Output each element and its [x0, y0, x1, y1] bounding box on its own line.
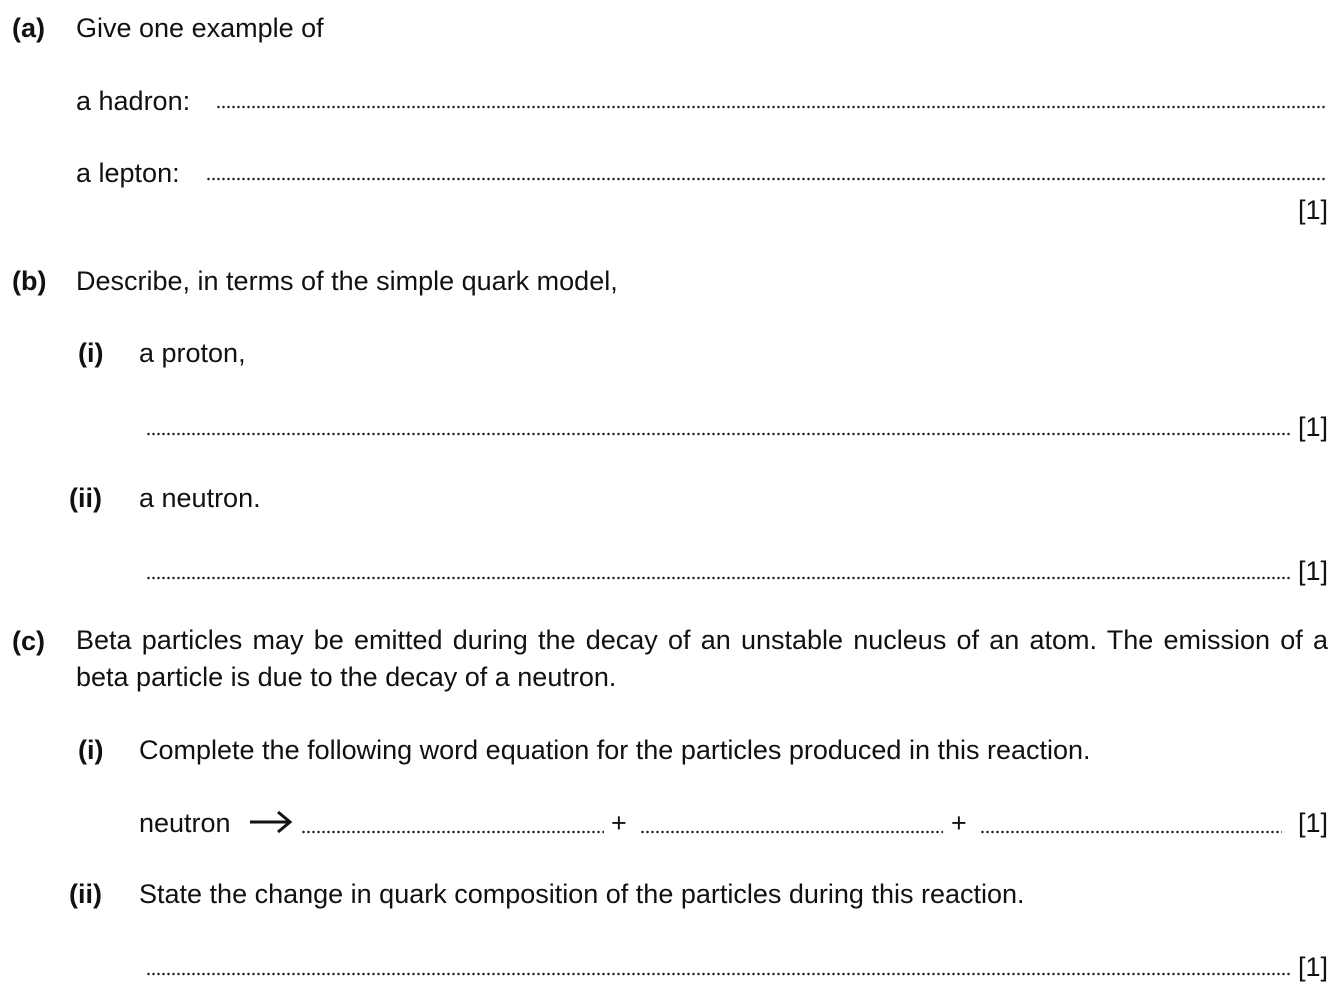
quark-change-answer-line[interactable] [146, 971, 1290, 977]
part-b-ii-marks: [1] [1297, 556, 1328, 586]
part-c-ii-marks: [1] [1297, 952, 1328, 982]
part-a-prompt: Give one example of [76, 13, 324, 43]
part-c-label: (c) [12, 626, 45, 656]
part-b-i-marks: [1] [1297, 412, 1328, 442]
equation-blank-1[interactable] [301, 829, 604, 835]
part-b-ii-text: a neutron. [139, 483, 261, 513]
lepton-answer-line[interactable] [206, 176, 1326, 182]
equation-plus-1: + [611, 808, 627, 838]
part-b-label: (b) [12, 266, 47, 296]
part-c-prompt: Beta particles may be emitted during the decay of an unstable nucleus of an atom. The emission of a beta particle is due to the decay of a neutron. [76, 625, 1328, 692]
part-a-marks: [1] [1297, 195, 1328, 225]
equation-blank-3[interactable] [980, 829, 1282, 835]
part-c-ii-label: (ii) [69, 879, 102, 909]
part-c-i-marks: [1] [1297, 808, 1328, 838]
part-c-i-label: (i) [78, 735, 104, 765]
part-a-label: (a) [12, 13, 45, 43]
equation-plus-2: + [951, 808, 967, 838]
hadron-label: a hadron: [76, 86, 191, 116]
part-b-i-text: a proton, [139, 338, 246, 368]
part-b-i-label: (i) [78, 338, 104, 368]
lepton-label: a lepton: [76, 158, 180, 188]
equation-blank-2[interactable] [640, 829, 943, 835]
part-c-ii-text: State the change in quark composition of the particles during this reaction. [139, 879, 1025, 909]
neutron-answer-line[interactable] [146, 575, 1290, 581]
hadron-answer-line[interactable] [216, 104, 1326, 110]
part-b-prompt: Describe, in terms of the simple quark model, [76, 266, 618, 296]
part-c-i-text: Complete the following word equation for the particles produced in this reaction. [139, 735, 1091, 765]
equation-start: neutron [139, 808, 231, 838]
proton-answer-line[interactable] [146, 431, 1290, 437]
part-b-ii-label: (ii) [69, 483, 102, 513]
arrow-right-icon [249, 810, 293, 834]
